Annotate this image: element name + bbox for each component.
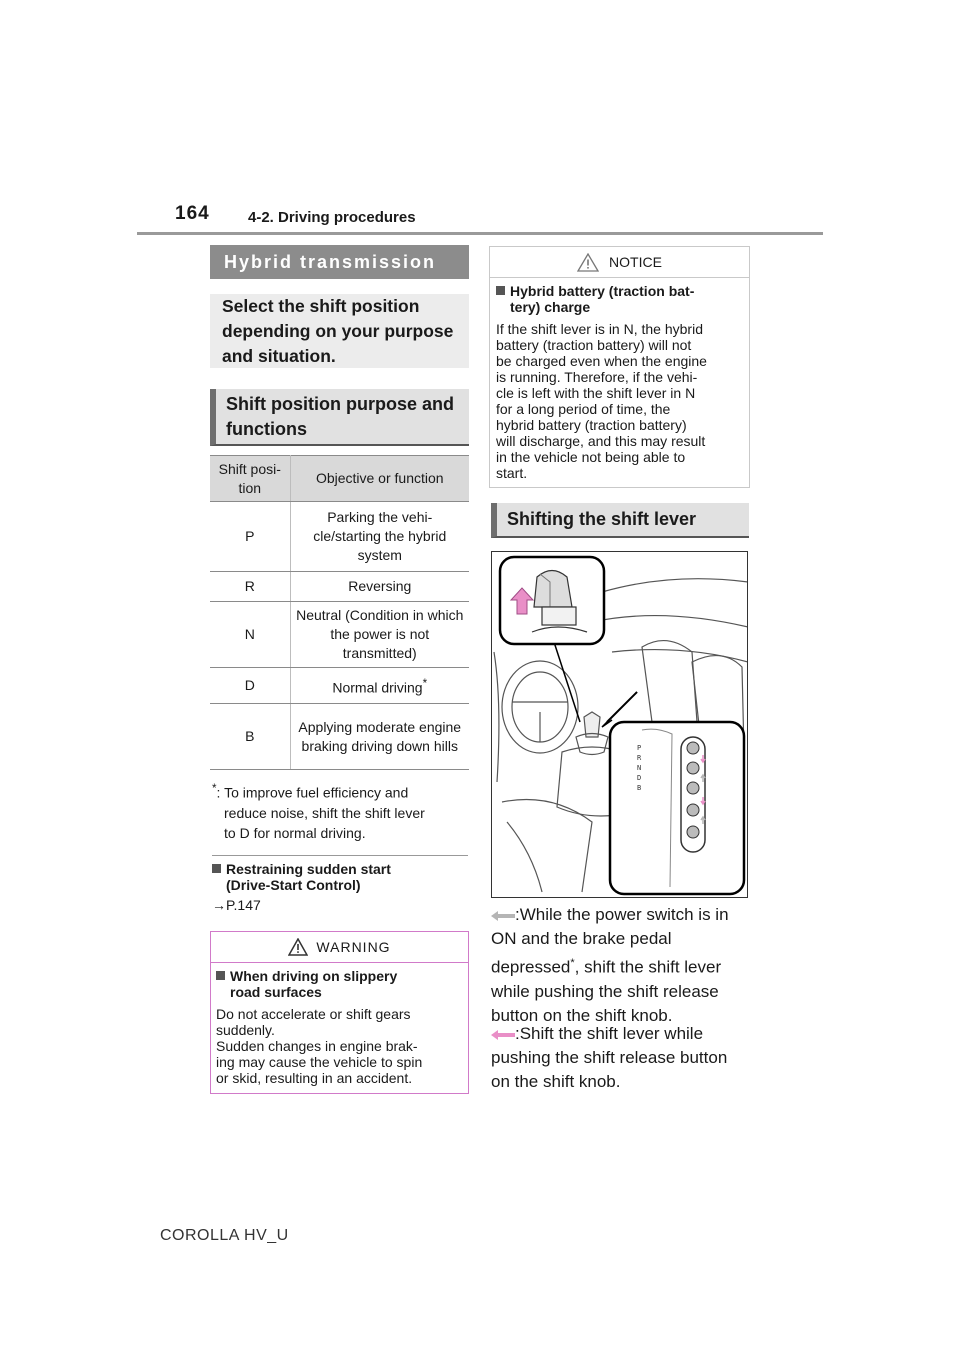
- footnote: [212, 779, 468, 843]
- warning-line: suddenly.: [216, 1022, 275, 1038]
- chapter-title: 4-2. Driving procedures: [248, 209, 416, 226]
- desc-line: :Shift the shift lever while: [515, 1024, 704, 1043]
- notice-heading-line: Hybrid battery (traction bat-: [510, 283, 695, 299]
- warning-line: Sudden changes in engine brak-: [216, 1038, 418, 1054]
- table-row: [210, 602, 469, 668]
- notice-title-bar: [490, 247, 749, 278]
- subsection-title-left: [210, 389, 469, 446]
- gear-letter: N: [637, 764, 642, 772]
- square-bullet-icon: [496, 286, 505, 295]
- table-header-row: [210, 456, 469, 502]
- table-cell-function: Parking the vehi-cle/starting the hybrid system: [290, 502, 469, 572]
- warning-title-bar: [211, 932, 468, 963]
- table-cell-position: N: [210, 602, 290, 668]
- shift-lever-figure: [491, 551, 748, 898]
- shift-position-table: [210, 455, 469, 770]
- caution-triangle-icon: [577, 253, 599, 272]
- gear-letter: B: [637, 784, 642, 792]
- subsection-title-text: Shifting the shift lever: [507, 509, 697, 529]
- footnote-asterisk: *: [422, 676, 428, 690]
- header-rule: [137, 232, 823, 235]
- table-cell-position: P: [210, 502, 290, 572]
- notice-line: If the shift lever is in N, the hybrid: [496, 321, 703, 337]
- table-row: [210, 704, 469, 770]
- warning-title: WARNING: [316, 939, 391, 955]
- restrain-title-line: Restraining sudden start: [226, 861, 391, 877]
- table-cell-position: B: [210, 704, 290, 770]
- warning-triangle-icon: [288, 938, 308, 956]
- table-row: [210, 668, 469, 704]
- gear-letter: R: [637, 754, 642, 762]
- square-bullet-icon: [216, 971, 225, 980]
- notice-line: for a long period of time, the: [496, 401, 671, 417]
- table-cell-position: R: [210, 572, 290, 602]
- desc-word: depressed: [491, 957, 571, 977]
- normal-driving-text: Normal driving: [332, 679, 423, 696]
- desc-line: button on the shift knob.: [491, 1005, 673, 1025]
- notice-line: hybrid battery (traction battery): [496, 417, 687, 433]
- notice-line: be charged even when the engine: [496, 353, 707, 369]
- notice-heading-line: tery) charge: [510, 299, 591, 315]
- gear-letters: [637, 743, 641, 793]
- page-number: 164: [175, 203, 210, 224]
- notice-line: start.: [496, 465, 528, 481]
- desc-line: ON and the brake pedal: [491, 929, 672, 948]
- notice-box: [489, 246, 750, 488]
- pink-arrow-icon: [491, 1030, 515, 1040]
- restrain-heading: [212, 861, 468, 893]
- restrain-title-line: (Drive-Start Control): [226, 877, 361, 893]
- warning-body: [211, 963, 468, 1086]
- table-header-function: Objective or function: [290, 456, 469, 502]
- warning-heading-line: road surfaces: [230, 984, 322, 1000]
- table-cell-function: Applying moderate engine braking driving down hills: [290, 704, 469, 770]
- desc-line: , shift the shift lever: [574, 957, 722, 977]
- table-row: [210, 572, 469, 602]
- table-cell-position: D: [210, 668, 290, 704]
- arrow-right-icon: →: [212, 897, 226, 913]
- warning-heading-line: When driving on slippery: [230, 968, 398, 984]
- notice-body: [490, 278, 749, 481]
- desc-line: on the shift knob.: [491, 1072, 621, 1091]
- warning-line: Do not accelerate or shift gears: [216, 1006, 411, 1022]
- notice-line: in the vehicle not being able to: [496, 449, 686, 465]
- footnote-line: reduce noise, shift the shift lever: [224, 804, 425, 821]
- subsection-title-text: Shift position purpose and functions: [226, 393, 454, 439]
- desc-line: pushing the shift release button: [491, 1048, 728, 1067]
- table-cell-function: [290, 668, 469, 704]
- notice-line: battery (traction battery) will not: [496, 337, 692, 353]
- warning-line: or skid, resulting in an accident.: [216, 1070, 413, 1086]
- section-title: Hybrid transmission: [210, 245, 469, 279]
- notice-title: NOTICE: [609, 254, 662, 270]
- warning-box: [210, 931, 469, 1094]
- notice-line: cle is left with the shift lever in N: [496, 385, 696, 401]
- footnote-line: : To improve fuel efficiency and: [216, 784, 409, 801]
- shift-table-wrap: [210, 455, 469, 770]
- desc-line: :While the power switch is in: [515, 905, 729, 924]
- grey-arrow-icon: [491, 911, 515, 921]
- divider: [212, 855, 468, 856]
- intro-box: [210, 294, 469, 368]
- description-grey-arrow: :While the power switch is in ON and the brake pedal depressed*, shift the shift lever while pushing the shift release button on the shift knob.: [491, 903, 753, 1028]
- gear-letter: P: [637, 744, 642, 752]
- description-pink-arrow: [491, 1022, 753, 1094]
- notice-line: is running. Therefore, if the vehi-: [496, 369, 698, 385]
- desc-line: while pushing the shift release: [491, 981, 719, 1001]
- table-row: [210, 502, 469, 572]
- page-reference-link[interactable]: P.147: [226, 897, 261, 913]
- warning-line: ing may cause the vehicle to spin: [216, 1054, 423, 1070]
- table-cell-function: Reversing: [290, 572, 469, 602]
- restrain-reference[interactable]: [212, 897, 261, 913]
- intro-text: Select the shift position depending on your purpose and situation.: [222, 295, 454, 366]
- notice-line: will discharge, and this may result: [496, 433, 706, 449]
- footnote-line: to D for normal driving.: [224, 824, 366, 841]
- subsection-title-right: [491, 503, 749, 538]
- footer-model: COROLLA HV_U: [160, 1227, 289, 1244]
- footnote-marker: *: [212, 782, 217, 795]
- car-interior-illustration: [492, 552, 748, 898]
- table-cell-function: Neutral (Condition in which the power is not transmitted): [290, 602, 469, 668]
- square-bullet-icon: [212, 864, 221, 873]
- table-header-position: Shift posi-tion: [210, 456, 290, 502]
- gear-letter: D: [637, 774, 642, 782]
